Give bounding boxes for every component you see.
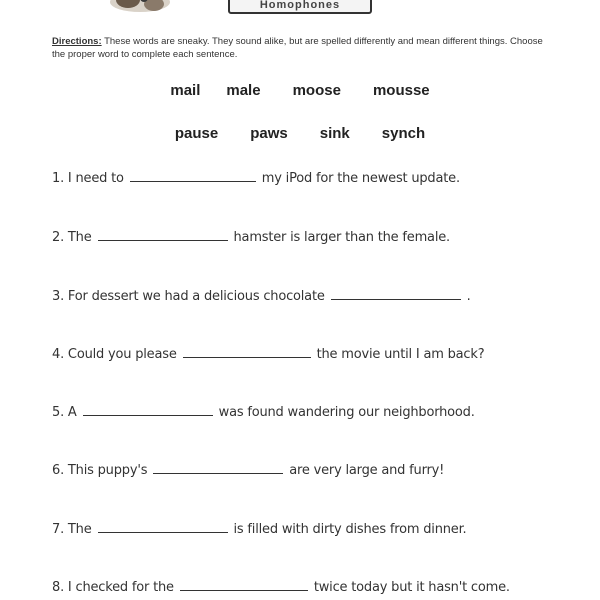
sentence-text-before: 5. A xyxy=(52,405,77,420)
word-bank-word: pause xyxy=(174,125,219,142)
answer-blank[interactable] xyxy=(180,578,308,591)
sentence-text-after: . xyxy=(466,289,471,304)
sentence-text-after: twice today but it hasn't come. xyxy=(313,580,510,595)
answer-blank[interactable] xyxy=(331,287,461,300)
dog-illustration-icon xyxy=(100,0,180,16)
sentence-text-before: 3. For dessert we had a delicious chocolate xyxy=(52,289,325,304)
sentence-text-after: my iPod for the newest update. xyxy=(261,171,460,186)
sentence-text-before: 6. This puppy's xyxy=(52,463,148,478)
directions-text: These words are sneaky. They sound alike, but are spelled differently and mean different things. Choose the proper word to complete each sentence. xyxy=(52,36,543,60)
answer-blank[interactable] xyxy=(153,461,283,474)
word-bank-row-1 xyxy=(100,82,500,99)
sentence-1 xyxy=(52,169,582,186)
sentence-text-after: hamster is larger than the female. xyxy=(233,230,450,245)
directions-label: Directions: xyxy=(52,36,102,47)
sentence-text-before: 2. The xyxy=(52,230,92,245)
sentence-text-before: 1. I need to xyxy=(52,171,124,186)
sentence-4 xyxy=(52,345,582,362)
word-bank-word: male xyxy=(226,82,261,99)
sentence-8 xyxy=(52,578,582,595)
sentence-text-after: are very large and furry! xyxy=(289,463,445,478)
word-bank-word: mail xyxy=(170,82,201,99)
sentence-7 xyxy=(52,520,582,537)
answer-blank[interactable] xyxy=(98,520,228,533)
sentence-text-before: 4. Could you please xyxy=(52,347,177,362)
answer-blank[interactable] xyxy=(83,403,213,416)
sentence-text-after: was found wandering our neighborhood. xyxy=(218,405,475,420)
word-bank-row-2 xyxy=(100,125,500,142)
sentence-6 xyxy=(52,461,582,478)
worksheet-title: Homophones xyxy=(259,0,341,11)
word-bank-word: moose xyxy=(292,82,341,99)
word-bank-word: sink xyxy=(319,125,350,142)
word-bank-word: mousse xyxy=(372,82,430,99)
sentence-2 xyxy=(52,228,582,245)
answer-blank[interactable] xyxy=(183,345,311,358)
sentence-text-after: is filled with dirty dishes from dinner. xyxy=(233,522,467,537)
sentence-text-before: 8. I checked for the xyxy=(52,580,174,595)
worksheet-title-banner xyxy=(228,0,372,14)
directions xyxy=(52,35,552,61)
sentence-3 xyxy=(52,287,582,304)
word-bank-word: paws xyxy=(250,125,288,142)
sentence-text-before: 7. The xyxy=(52,522,92,537)
word-bank-word: synch xyxy=(381,125,426,142)
answer-blank[interactable] xyxy=(98,228,228,241)
sentence-5 xyxy=(52,403,582,420)
sentence-text-after: the movie until I am back? xyxy=(316,347,485,362)
answer-blank[interactable] xyxy=(130,169,256,182)
